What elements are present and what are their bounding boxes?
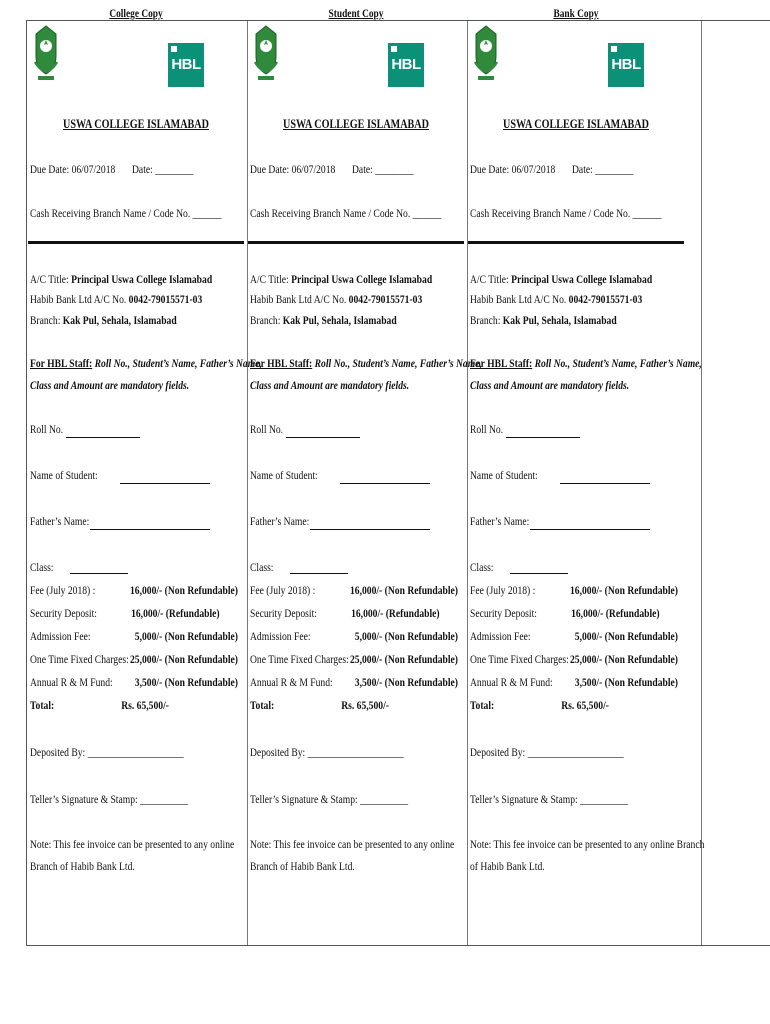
fee-value: 16,000/- (Non Refundable) (129, 583, 238, 597)
column-divider (701, 21, 702, 945)
due-date: Due Date: 06/07/2018 (470, 162, 556, 176)
college-name: USWA COLLEGE ISLAMABAD (283, 116, 429, 131)
hbl-logo-text: HBL (391, 56, 421, 73)
hbl-logo (168, 43, 204, 87)
account-title-label: A/C Title: (30, 272, 69, 286)
college-name: USWA COLLEGE ISLAMABAD (503, 116, 649, 131)
fee-row (470, 629, 678, 645)
deposited-by-field: Deposited By: ____________________ (250, 745, 404, 759)
hbl-staff-line2: Class and Amount are mandatory fields. (470, 378, 630, 392)
fee-value: 25,000/- (Non Refundable) (349, 652, 458, 666)
note-line-2: Branch of Habib Bank Ltd. (250, 859, 355, 873)
fee-row (470, 583, 678, 599)
hbl-staff-line1: Roll No., Student’s Name, Father’s Name, (534, 356, 702, 370)
date-field: Date: ________ (572, 162, 634, 176)
section-divider (468, 241, 684, 244)
challan-copy (246, 0, 482, 924)
account-title-value: Principal Uswa College Islamabad (71, 272, 213, 286)
father-name-blank (530, 529, 650, 530)
class-blank (290, 573, 348, 574)
father-name-blank (310, 529, 430, 530)
hbl-staff-label: For HBL Staff: (250, 356, 313, 370)
total-row (30, 698, 238, 714)
fee-label: Admission Fee: (30, 629, 91, 643)
fee-row (250, 675, 458, 691)
fee-label: One Time Fixed Charges: (470, 652, 569, 666)
class-blank (70, 573, 128, 574)
hbl-staff-note (470, 356, 702, 371)
fee-value: 25,000/- (Non Refundable) (129, 652, 238, 666)
copy-heading: Bank Copy (553, 6, 599, 20)
student-name-blank (120, 483, 210, 484)
cash-branch-field: Cash Receiving Branch Name / Code No. ______ (30, 206, 222, 220)
student-name-blank (340, 483, 430, 484)
account-number (250, 292, 422, 307)
fee-row (470, 675, 678, 691)
roll-no-label: Roll No. (30, 422, 64, 436)
hbl-logo (388, 43, 424, 87)
deposited-by-field: Deposited By: ____________________ (30, 745, 184, 759)
challan-copy (466, 0, 705, 924)
hbl-staff-note (30, 356, 262, 371)
total-row (250, 698, 458, 714)
account-title (470, 272, 652, 287)
hbl-mark-icon (171, 46, 177, 52)
fee-value: 16,000/- (Refundable) (571, 606, 660, 620)
student-name-label: Name of Student: (250, 468, 318, 482)
fee-label: Annual R & M Fund: (30, 675, 113, 689)
roll-no-blank (66, 437, 140, 438)
father-name-blank (90, 529, 210, 530)
total-value: Rs. 65,500/- (561, 698, 609, 712)
challan-copy (26, 0, 262, 924)
branch-value: Kak Pul, Sehala, Islamabad (502, 313, 617, 327)
due-date: Due Date: 06/07/2018 (250, 162, 336, 176)
teller-signature-field: Teller’s Signature & Stamp: __________ (470, 792, 629, 806)
note-line-1: Note: This fee invoice can be presented to any online Branch (470, 837, 705, 851)
fee-label: Security Deposit: (30, 606, 97, 620)
fee-value: 3,500/- (Non Refundable) (134, 675, 238, 689)
fee-value: 25,000/- (Non Refundable) (569, 652, 678, 666)
fee-value: 16,000/- (Non Refundable) (349, 583, 458, 597)
hbl-mark-icon (611, 46, 617, 52)
account-number-label: Habib Bank Ltd A/C No. (30, 292, 127, 306)
fee-value: 16,000/- (Non Refundable) (569, 583, 678, 597)
fee-value: 5,000/- (Non Refundable) (354, 629, 458, 643)
date-field: Date: ________ (132, 162, 194, 176)
fee-label: One Time Fixed Charges: (250, 652, 349, 666)
college-crest-logo (32, 22, 60, 82)
hbl-staff-label: For HBL Staff: (470, 356, 533, 370)
roll-no-label: Roll No. (250, 422, 284, 436)
class-blank (510, 573, 568, 574)
section-divider (248, 241, 464, 244)
father-name-label: Father’s Name: (470, 514, 530, 528)
fee-row (250, 629, 458, 645)
due-date: Due Date: 06/07/2018 (30, 162, 116, 176)
fee-label: Fee (July 2018) : (30, 583, 96, 597)
fee-row (30, 675, 238, 691)
fee-row (30, 583, 238, 599)
fee-value: 3,500/- (Non Refundable) (354, 675, 458, 689)
fee-row (250, 652, 458, 668)
account-number (470, 292, 642, 307)
roll-no-label: Roll No. (470, 422, 504, 436)
fee-value: 3,500/- (Non Refundable) (574, 675, 678, 689)
branch-label: Branch: (250, 313, 281, 327)
fee-label: Admission Fee: (470, 629, 531, 643)
fee-label: Fee (July 2018) : (470, 583, 536, 597)
class-label: Class: (250, 560, 274, 574)
total-value: Rs. 65,500/- (121, 698, 169, 712)
teller-signature-field: Teller’s Signature & Stamp: __________ (30, 792, 189, 806)
roll-no-blank (506, 437, 580, 438)
branch-value: Kak Pul, Sehala, Islamabad (282, 313, 397, 327)
date-field: Date: ________ (352, 162, 414, 176)
fee-row (30, 606, 238, 622)
copy-heading: Student Copy (328, 6, 384, 20)
note-line-2: of Habib Bank Ltd. (470, 859, 545, 873)
branch (250, 313, 397, 328)
branch-label: Branch: (470, 313, 501, 327)
fee-value: 5,000/- (Non Refundable) (574, 629, 678, 643)
cash-branch-field: Cash Receiving Branch Name / Code No. ______ (250, 206, 442, 220)
note-line-1: Note: This fee invoice can be presented to any online (30, 837, 235, 851)
account-title-value: Principal Uswa College Islamabad (511, 272, 653, 286)
fee-label: Admission Fee: (250, 629, 311, 643)
fee-row (470, 652, 678, 668)
branch (30, 313, 177, 328)
cash-branch-field: Cash Receiving Branch Name / Code No. ______ (470, 206, 662, 220)
branch-value: Kak Pul, Sehala, Islamabad (62, 313, 177, 327)
hbl-staff-line2: Class and Amount are mandatory fields. (30, 378, 190, 392)
branch-label: Branch: (30, 313, 61, 327)
fee-value: 16,000/- (Refundable) (131, 606, 220, 620)
section-divider (28, 241, 244, 244)
hbl-logo (608, 43, 644, 87)
hbl-staff-line1: Roll No., Student’s Name, Father’s Name, (314, 356, 482, 370)
hbl-staff-label: For HBL Staff: (30, 356, 93, 370)
father-name-label: Father’s Name: (250, 514, 310, 528)
college-crest-logo (472, 22, 500, 82)
teller-signature-field: Teller’s Signature & Stamp: __________ (250, 792, 409, 806)
account-number-label: Habib Bank Ltd A/C No. (250, 292, 347, 306)
class-label: Class: (30, 560, 54, 574)
student-name-label: Name of Student: (30, 468, 98, 482)
fee-label: Annual R & M Fund: (250, 675, 333, 689)
fee-row (250, 606, 458, 622)
copy-heading: College Copy (109, 6, 163, 20)
class-label: Class: (470, 560, 494, 574)
hbl-mark-icon (391, 46, 397, 52)
fee-value: 5,000/- (Non Refundable) (134, 629, 238, 643)
account-number-label: Habib Bank Ltd A/C No. (470, 292, 567, 306)
student-name-label: Name of Student: (470, 468, 538, 482)
branch (470, 313, 617, 328)
account-number-value: 0042-79015571-03 (348, 292, 423, 306)
fee-row (30, 652, 238, 668)
account-title-label: A/C Title: (470, 272, 509, 286)
fee-label: Security Deposit: (470, 606, 537, 620)
hbl-logo-text: HBL (171, 56, 201, 73)
hbl-staff-line1: Roll No., Student’s Name, Father’s Name, (94, 356, 262, 370)
account-number (30, 292, 202, 307)
total-row (470, 698, 678, 714)
fee-value: 16,000/- (Refundable) (351, 606, 440, 620)
total-label: Total: (250, 698, 275, 712)
total-label: Total: (30, 698, 55, 712)
total-label: Total: (470, 698, 495, 712)
fee-label: Security Deposit: (250, 606, 317, 620)
note-line-1: Note: This fee invoice can be presented to any online (250, 837, 455, 851)
fee-row (470, 606, 678, 622)
student-name-blank (560, 483, 650, 484)
note-line-2: Branch of Habib Bank Ltd. (30, 859, 135, 873)
fee-label: Annual R & M Fund: (470, 675, 553, 689)
hbl-logo-text: HBL (611, 56, 641, 73)
fee-row (30, 629, 238, 645)
account-title-label: A/C Title: (250, 272, 289, 286)
fee-label: One Time Fixed Charges: (30, 652, 129, 666)
father-name-label: Father’s Name: (30, 514, 90, 528)
fee-label: Fee (July 2018) : (250, 583, 316, 597)
college-crest-logo (252, 22, 280, 82)
account-title-value: Principal Uswa College Islamabad (291, 272, 433, 286)
deposited-by-field: Deposited By: ____________________ (470, 745, 624, 759)
hbl-staff-note (250, 356, 482, 371)
account-number-value: 0042-79015571-03 (568, 292, 643, 306)
total-value: Rs. 65,500/- (341, 698, 389, 712)
college-name: USWA COLLEGE ISLAMABAD (63, 116, 209, 131)
roll-no-blank (286, 437, 360, 438)
fee-row (250, 583, 458, 599)
account-number-value: 0042-79015571-03 (128, 292, 203, 306)
hbl-staff-line2: Class and Amount are mandatory fields. (250, 378, 410, 392)
account-title (250, 272, 432, 287)
account-title (30, 272, 212, 287)
